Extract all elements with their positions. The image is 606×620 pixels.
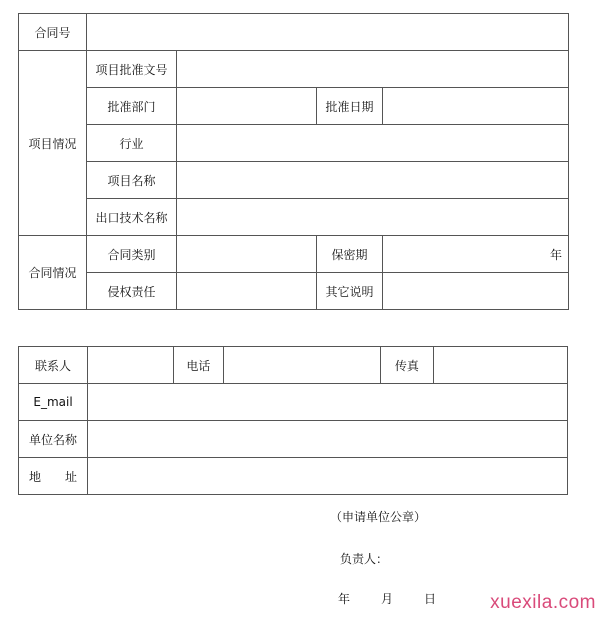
year-unit: 年 [549, 247, 562, 262]
contact-field[interactable] [88, 347, 173, 384]
phone-field[interactable] [224, 347, 381, 384]
confidential-period-label: 保密期 [317, 236, 383, 273]
email-field[interactable] [88, 384, 568, 421]
email-label: E_mail [19, 384, 88, 421]
contract-type-row [19, 236, 569, 273]
export-tech-row [19, 199, 569, 236]
address-field[interactable] [88, 458, 568, 495]
project-name-field[interactable] [177, 162, 569, 199]
industry-row [19, 125, 569, 162]
infringement-field[interactable] [177, 273, 317, 310]
other-notes-field[interactable] [383, 273, 569, 310]
contract-info-table [18, 13, 569, 310]
company-row [19, 421, 568, 458]
fax-field[interactable] [433, 347, 567, 384]
project-section-label: 项目情况 [19, 51, 87, 236]
date-month: 月 [381, 592, 394, 606]
address-row [19, 458, 568, 495]
contract-no-row [19, 14, 569, 51]
contract-type-field[interactable] [177, 236, 317, 273]
seal-note: （申请单位公章） [330, 510, 427, 524]
approval-date-field[interactable] [383, 88, 569, 125]
approval-doc-no-label: 项目批准文号 [87, 51, 177, 88]
contract-no-label: 合同号 [19, 14, 87, 51]
contact-row [19, 347, 568, 384]
approval-dept-field[interactable] [177, 88, 317, 125]
email-row [19, 384, 568, 421]
responsible-label: 负责人： [340, 552, 389, 566]
approval-dept-label: 批准部门 [87, 88, 177, 125]
date-day: 日 [424, 592, 437, 606]
industry-label: 行业 [87, 125, 177, 162]
company-label: 单位名称 [19, 421, 88, 458]
watermark-logo: xuexila.com [490, 592, 596, 613]
approval-date-label: 批准日期 [317, 88, 383, 125]
other-notes-label: 其它说明 [317, 273, 383, 310]
export-tech-name-field[interactable] [177, 199, 569, 236]
approval-dept-row [19, 88, 569, 125]
confidential-period-field[interactable] [383, 236, 569, 273]
project-name-label: 项目名称 [87, 162, 177, 199]
address-label: 地 址 [19, 458, 88, 495]
export-tech-name-label: 出口技术名称 [87, 199, 177, 236]
contract-type-label: 合同类别 [87, 236, 177, 273]
fax-label: 传真 [380, 347, 433, 384]
contract-no-field[interactable] [87, 14, 569, 51]
company-field[interactable] [88, 421, 568, 458]
contact-label: 联系人 [19, 347, 88, 384]
phone-label: 电话 [173, 347, 224, 384]
project-name-row [19, 162, 569, 199]
contact-info-table [18, 346, 568, 495]
approval-doc-row [19, 51, 569, 88]
contract-section-label: 合同情况 [19, 236, 87, 310]
approval-doc-no-field[interactable] [177, 51, 569, 88]
infringement-label: 侵权责任 [87, 273, 177, 310]
date-year: 年 [338, 592, 351, 606]
infringement-row [19, 273, 569, 310]
industry-field[interactable] [177, 125, 569, 162]
